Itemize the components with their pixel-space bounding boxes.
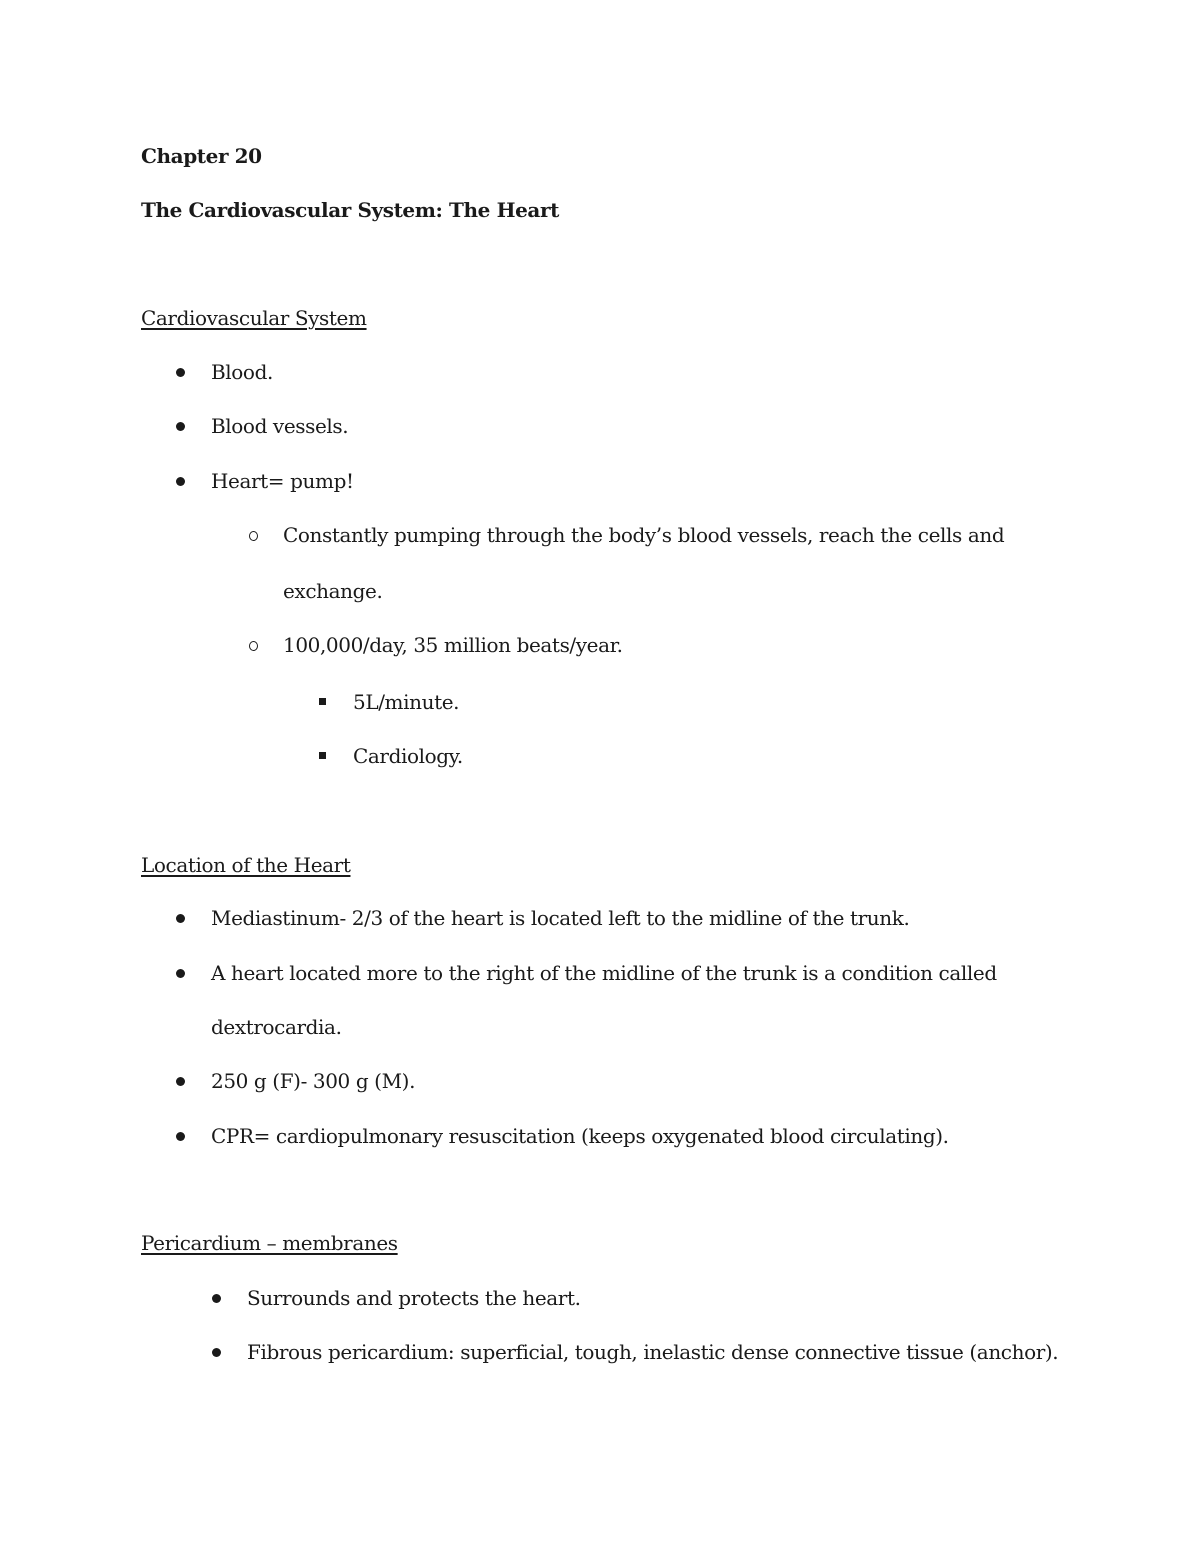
bullet-circle-icon (249, 641, 258, 651)
list-item: Surrounds and protects the heart. (247, 1286, 581, 1310)
bullet-disc-icon (176, 368, 185, 377)
bullet-disc-icon (176, 477, 185, 486)
list-item: Mediastinum- 2/3 of the heart is located left to the midline of the trunk. (211, 906, 910, 930)
bullet-disc-icon (176, 1077, 185, 1086)
list-item: 5L/minute. (353, 690, 460, 714)
section-heading-pericardium: Pericardium – membranes (141, 1231, 398, 1255)
bullet-square-icon (319, 752, 326, 759)
bullet-disc-icon (212, 1348, 221, 1357)
list-item: Cardiology. (353, 744, 463, 768)
bullet-disc-icon (212, 1294, 221, 1303)
chapter-label: Chapter 20 (141, 144, 262, 168)
bullet-disc-icon (176, 1132, 185, 1141)
bullet-disc-icon (176, 914, 185, 923)
bullet-disc-icon (176, 969, 185, 978)
list-item: Blood vessels. (211, 414, 349, 438)
list-item: Heart= pump! (211, 469, 354, 493)
document-title: The Cardiovascular System: The Heart (141, 198, 559, 222)
list-item: CPR= cardiopulmonary resuscitation (keeps oxygenated blood circulating). (211, 1124, 949, 1148)
section-heading-cardiovascular-system: Cardiovascular System (141, 306, 367, 330)
list-item: 250 g (F)- 300 g (M). (211, 1069, 416, 1093)
list-item-continuation: dextrocardia. (211, 1015, 342, 1039)
bullet-square-icon (319, 698, 326, 705)
list-item: A heart located more to the right of the midline of the trunk is a condition called (211, 961, 997, 985)
list-item-continuation: exchange. (283, 579, 383, 603)
bullet-disc-icon (176, 422, 185, 431)
section-heading-location-of-the-heart: Location of the Heart (141, 853, 351, 877)
list-item: 100,000/day, 35 million beats/year. (283, 633, 623, 657)
list-item: Constantly pumping through the body’s blood vessels, reach the cells and (283, 523, 1005, 547)
bullet-circle-icon (249, 531, 258, 541)
list-item: Blood. (211, 360, 273, 384)
list-item: Fibrous pericardium: superficial, tough, inelastic dense connective tissue (anchor). (247, 1340, 1059, 1364)
